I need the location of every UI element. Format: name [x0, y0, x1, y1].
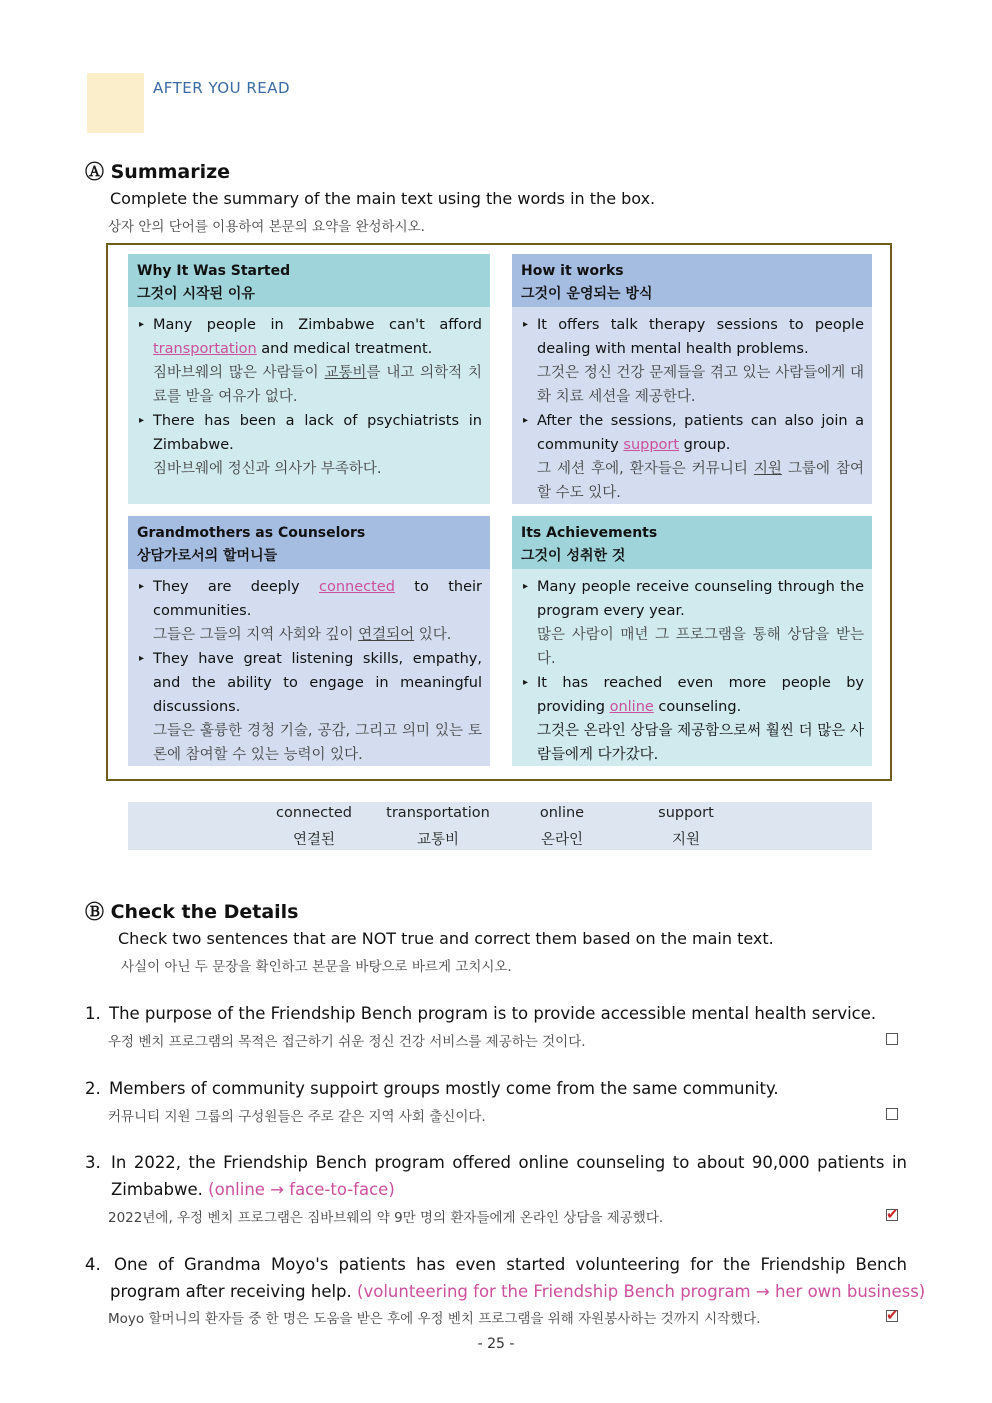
bullet-text-ko: 그것은 온라인 상담을 제공함으로써 훨씬 더 많은 사람들에게 다가갔다.: [537, 723, 864, 763]
section-tab-label: AFTER YOU READ: [153, 79, 291, 97]
card-title: How it works: [521, 263, 624, 279]
question-text: Members of community suppoirt groups mostly come from the same community.: [109, 1079, 779, 1098]
card-body: [512, 569, 872, 766]
bullet-text-ko: 짐바브웨에 정신과 의사가 부족하다.: [153, 461, 382, 477]
bullet-text-ko: 많은 사람이 매년 그 프로그램을 통해 상담을 받는다.: [537, 627, 864, 667]
card-how-it-works: [512, 254, 872, 504]
card-header: [128, 516, 490, 569]
details-title: Ⓑ Check the Details: [85, 901, 299, 923]
bullet-triangle-icon: ▸: [523, 581, 529, 592]
bullet-text-ko: 그들은 훌륭한 경청 기술, 공감, 그리고 의미 있는 토론에 참여할 수 있는 능력이 있다.: [153, 723, 482, 763]
word-box-word-ko: 교통비: [416, 832, 460, 848]
card-title: Grandmothers as Counselors: [137, 525, 366, 541]
bullet-text: After the sessions, patients can also join a community support group.: [537, 413, 864, 453]
question-number: 3.: [85, 1153, 101, 1172]
bullet-text: It offers talk therapy sessions to people dealing with mental health problems.: [537, 317, 864, 357]
question-text: One of Grandma Moyo's patients has even started volunteering for the Friendship Bench: [114, 1255, 907, 1274]
bullet-triangle-icon: ▸: [523, 677, 529, 688]
bullet-triangle-icon: ▸: [139, 415, 145, 426]
question-text-ko: 2022년에, 우정 벤치 프로그램은 짐바브웨의 약 9만 명의 환자들에게 온라인 상담을 제공했다.: [108, 1210, 664, 1226]
question-text-ko: Moyo 할머니의 환자들 중 한 명은 도움을 받은 후에 우정 벤치 프로그램을 위해 자원봉사하는 것까지 시작했다.: [108, 1311, 761, 1327]
bullet-item: [520, 409, 864, 505]
card-body: [512, 307, 872, 504]
question-checkbox[interactable]: [886, 1108, 898, 1120]
card-body: [128, 569, 490, 766]
bullet-item: [136, 575, 482, 647]
details-instruction-ko: 사실이 아닌 두 문장을 확인하고 본문을 바탕으로 바르게 고치시오.: [121, 959, 512, 975]
question-checkbox[interactable]: [886, 1033, 898, 1045]
card-grandmothers: [128, 516, 490, 766]
question-checkbox-checked[interactable]: [886, 1205, 899, 1223]
summarize-instruction-ko: 상자 안의 단어를 이용하여 본문의 요약을 완성하시오.: [108, 219, 425, 235]
bullet-item: [520, 575, 864, 671]
card-title-ko: 상담가로서의 할머니들: [137, 548, 278, 564]
details-instruction: Check two sentences that are NOT true and correct them based on the main text.: [118, 929, 774, 948]
bullet-text: Many people receive counseling through the program every year.: [537, 579, 864, 619]
bullet-text: They are deeply connected to their communities.: [153, 579, 483, 619]
bullet-item: [520, 671, 864, 767]
word-box-word: support: [658, 805, 714, 821]
word-box: [128, 802, 872, 850]
card-header: [512, 516, 872, 569]
card-why-started: [128, 254, 490, 504]
answer-word: transportation: [153, 341, 257, 357]
bullet-text: They have great listening skills, empathy, and the ability to engage in meaningful discussions.: [153, 651, 482, 715]
bullet-text: It has reached even more people by providing online counseling.: [537, 675, 864, 715]
bullet-text-ko: 그 세션 후에, 환자들은 커뮤니티 지원 그룹에 참여할 수도 있다.: [537, 461, 864, 501]
question-text-cont: Zimbabwe. (online → face-to-face): [111, 1180, 395, 1199]
word-box-word-ko: 지원: [671, 832, 700, 848]
bullet-text-ko: 그것은 정신 건강 문제들을 겪고 있는 사람들에게 대화 치료 세션을 제공한다.: [537, 365, 864, 405]
bullet-text-ko: 그들은 그들의 지역 사회와 깊이 연결되어 있다.: [153, 627, 452, 643]
bullet-triangle-icon: ▸: [139, 653, 145, 664]
question-text-ko: 우정 벤치 프로그램의 목적은 접근하기 쉬운 정신 건강 서비스를 제공하는 것이다.: [108, 1034, 586, 1050]
summarize-title: Ⓐ Summarize: [85, 161, 231, 183]
bullet-text: There has been a lack of psychiatrists in Zimbabwe.: [153, 413, 482, 453]
bullet-triangle-icon: ▸: [139, 581, 145, 592]
card-header: [512, 254, 872, 307]
card-title-ko: 그것이 운영되는 방식: [521, 286, 653, 302]
correction-text: (volunteering for the Friendship Bench program → her own business): [357, 1282, 926, 1301]
answer-word: online: [609, 699, 654, 715]
checkmark-icon: ✔: [886, 1306, 899, 1324]
summarize-instruction: Complete the summary of the main text using the words in the box.: [110, 189, 656, 208]
correction-text: (online → face-to-face): [208, 1180, 395, 1199]
question-text: In 2022, the Friendship Bench program offered online counseling to about 90,000 patients in: [111, 1153, 907, 1172]
card-title-ko: 그것이 성취한 것: [521, 548, 626, 564]
question-checkbox-checked[interactable]: [886, 1306, 899, 1324]
question-text-ko: 커뮤니티 지원 그룹의 구성원들은 주로 같은 지역 사회 출신이다.: [108, 1109, 486, 1125]
bullet-text-ko: 짐바브웨의 많은 사람들이 교통비를 내고 의학적 치료를 받을 여유가 없다.: [153, 365, 482, 405]
page-number: - 25 -: [477, 1336, 515, 1352]
question-number: 4.: [85, 1255, 101, 1274]
bullet-item: [136, 409, 482, 481]
card-title: Its Achievements: [521, 525, 658, 541]
answer-word: support: [623, 437, 680, 453]
question-number: 2.: [85, 1079, 101, 1098]
question-text-cont: program after receiving help. (volunteering for the Friendship Bench program → her own business): [110, 1282, 926, 1301]
card-achievements: [512, 516, 872, 766]
section-tab-block: [87, 73, 144, 133]
checkmark-icon: ✔: [886, 1205, 899, 1223]
bullet-text: Many people in Zimbabwe can't afford transportation and medical treatment.: [153, 317, 482, 357]
bullet-item: [520, 313, 864, 409]
card-body: [128, 307, 490, 504]
bullet-item: [136, 647, 482, 767]
word-box-word: online: [539, 805, 585, 821]
word-box-word-ko: 온라인: [540, 832, 584, 848]
card-title: Why It Was Started: [137, 263, 291, 279]
word-box-word-ko: 연결된: [292, 832, 336, 848]
answer-word: connected: [318, 579, 395, 595]
bullet-triangle-icon: ▸: [139, 319, 145, 330]
question-number: 1.: [85, 1004, 101, 1023]
bullet-item: [136, 313, 482, 409]
question-text: The purpose of the Friendship Bench program is to provide accessible mental health service.: [109, 1004, 877, 1023]
word-box-word: transportation: [386, 805, 490, 821]
card-header: [128, 254, 490, 307]
bullet-triangle-icon: ▸: [523, 319, 529, 330]
word-box-word: connected: [276, 805, 352, 821]
card-title-ko: 그것이 시작된 이유: [137, 286, 255, 302]
bullet-triangle-icon: ▸: [523, 415, 529, 426]
